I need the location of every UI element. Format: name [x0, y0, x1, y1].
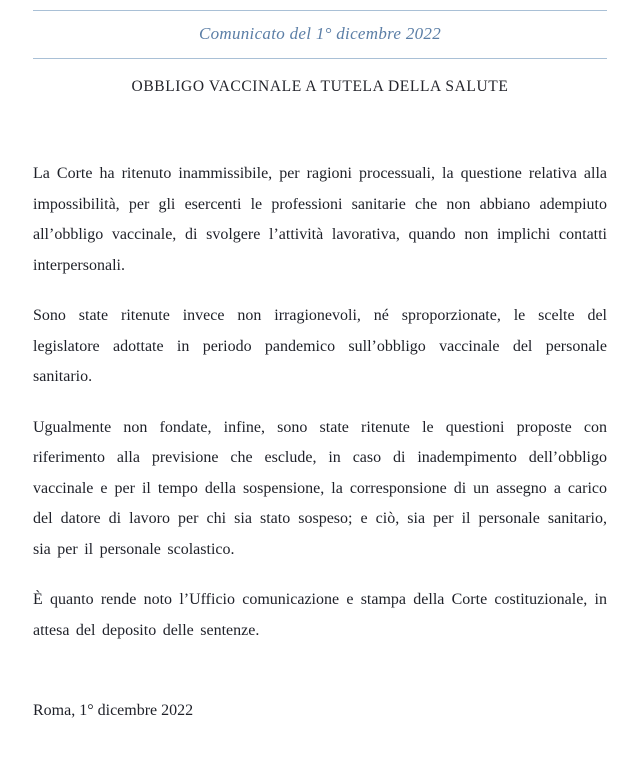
body-paragraph-2: Sono state ritenute invece non irragionevoli, né sproporzionate, le scelte del legislatore adottate in periodo pandemico sull’obbligo vaccinale del personale sanitario. — [33, 307, 607, 385]
communique-date-heading: Comunicato del 1° dicembre 2022 — [198, 24, 442, 43]
body-paragraph-4: È quanto rende noto l’Ufficio comunicazione e stampa della Corte costituzionale, in attesa del deposito delle sentenze. — [33, 591, 607, 639]
header-rule-bottom — [33, 58, 607, 59]
dateline: Roma, 1° dicembre 2022 — [33, 702, 194, 719]
document-title: OBBLIGO VACCINALE A TUTELA DELLA SALUTE — [131, 78, 509, 95]
body-paragraph-3: Ugualmente non fondate, infine, sono state ritenute le questioni proposte con riferimento alla previsione che esclude, in caso di inadempimento dell’obbligo vaccinale e per il tempo della sospensione, la corresponsione di un assegno a carico del datore di lavoro per chi sia stato sospeso; e ciò, sia per il personale sanitario, sia per il personale scolastico. — [33, 418, 607, 558]
body-paragraph-1: La Corte ha ritenuto inammissibile, per ragioni processuali, la questione relativa alla impossibilità, per gli esercenti le professioni sanitarie che non abbiano adempiuto all’obbligo vaccinale, di svolgere l’attività lavorativa, quando non implichi contatti interpersonali. — [33, 165, 607, 274]
document-body — [33, 159, 607, 646]
